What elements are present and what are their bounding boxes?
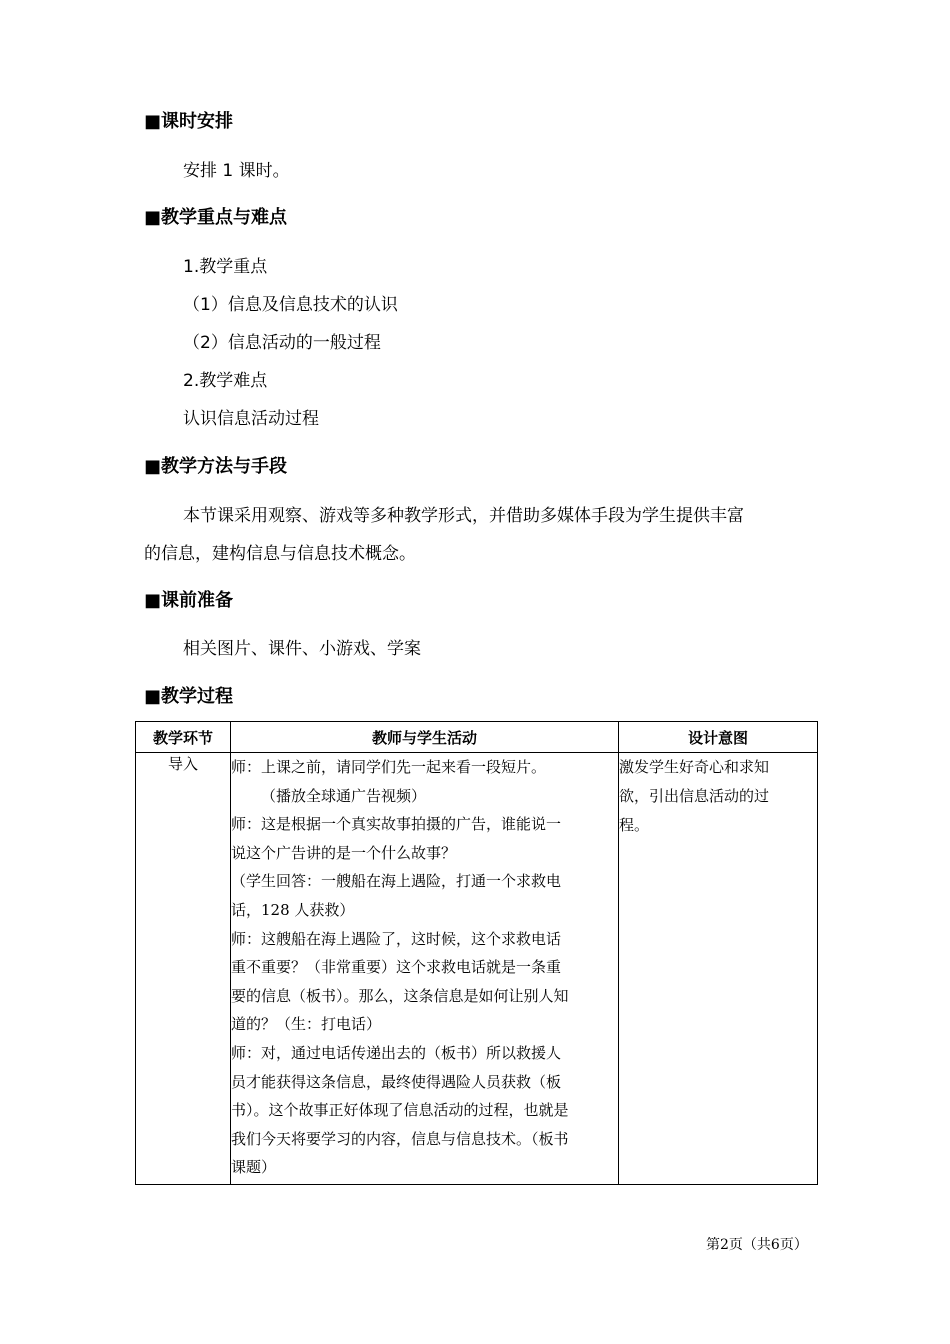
- key-point-line: 认识信息活动过程: [183, 409, 319, 429]
- activity-line: 师：上课之前，请同学们先一起来看一段短片。: [231, 758, 547, 776]
- activity-line: 说这个广告讲的是一个什么故事？: [231, 843, 457, 862]
- key-point-line: （2）信息活动的一般过程: [183, 333, 381, 353]
- activity-line: 书）。这个故事正好体现了信息活动的过程，也就是: [231, 1101, 569, 1120]
- activity-line: 师：这艘船在海上遇险了，这时候，这个求救电话: [231, 929, 562, 948]
- activity-line: （学生回答：一艘船在海上遇险，打通一个求救电: [231, 872, 562, 891]
- heading-methods: ■教学方法与手段: [144, 456, 288, 477]
- schedule-text: 安排 1 课时。: [183, 161, 290, 181]
- methods-text-line: 的信息，建构信息与信息技术概念。: [144, 544, 416, 564]
- heading-schedule: ■课时安排: [144, 111, 234, 132]
- activity-cell: [231, 753, 619, 1185]
- preparation-text: 相关图片、课件、小游戏、学案: [183, 639, 421, 659]
- activity-line: 重不重要？（非常重要）这个求救电话就是一条重: [231, 958, 562, 977]
- page-number-footer: 第2页（共6页）: [706, 1237, 808, 1253]
- table-header-row: [136, 722, 818, 753]
- activity-line: 师：这是根据一个真实故事拍摄的广告，谁能说一: [231, 815, 562, 834]
- intent-cell: [619, 753, 818, 1185]
- heading-key-points: ■教学重点与难点: [144, 207, 288, 228]
- activity-line: 员才能获得这条信息，最终使得遇险人员获救（板: [231, 1072, 562, 1091]
- table-header-cell: 设计意图: [619, 722, 818, 753]
- stage-cell: 导入: [136, 753, 231, 1185]
- activity-line: 要的信息（板书）。那么，这条信息是如何让别人知: [231, 986, 569, 1005]
- methods-text-line: 本节课采用观察、游戏等多种教学形式，并借助多媒体手段为学生提供丰富: [183, 506, 744, 526]
- table-header-cell: 教师与学生活动: [231, 722, 619, 753]
- heading-process: ■教学过程: [144, 686, 234, 707]
- activity-line: 话，128 人获救）: [231, 900, 355, 919]
- activity-line: 我们今天将要学习的内容，信息与信息技术。（板书: [231, 1129, 569, 1148]
- teaching-process-table: [135, 721, 818, 1185]
- intent-line: 激发学生好奇心和求知: [619, 758, 770, 776]
- table-header-cell: 教学环节: [136, 722, 231, 753]
- activity-line: （播放全球通广告视频）: [261, 786, 427, 805]
- key-point-line: 1.教学重点: [183, 257, 268, 277]
- activity-line: 道的？（生：打电话）: [231, 1015, 382, 1034]
- key-point-line: 2.教学难点: [183, 371, 268, 391]
- intent-line: 程。: [619, 816, 650, 834]
- intent-line: 欲，引出信息活动的过: [619, 787, 770, 805]
- heading-preparation: ■课前准备: [144, 590, 234, 611]
- activity-line: 课题）: [231, 1158, 277, 1177]
- key-point-line: （1）信息及信息技术的认识: [183, 295, 398, 315]
- table-row: [136, 753, 818, 1185]
- activity-line: 师：对，通过电话传递出去的（板书）所以救援人: [231, 1043, 562, 1062]
